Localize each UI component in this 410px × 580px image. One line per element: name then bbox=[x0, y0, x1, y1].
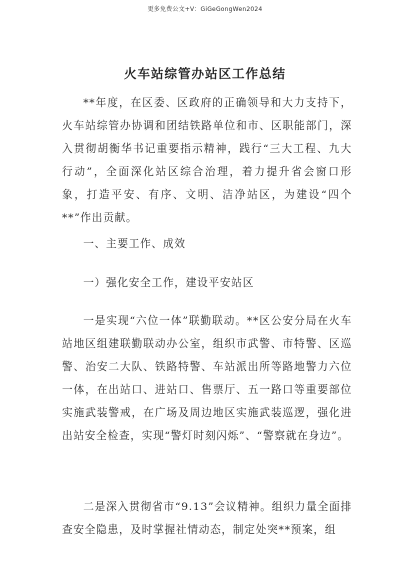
subsection-heading-safety: 一）强化安全工作，建设平安站区 bbox=[83, 277, 255, 289]
paragraph-intro: **年度，在区委、区政府的正确领导和大力支持下，火车站综管办协调和团结铁路单位和市、区职能部门，深入贯彻胡衡华书记重要指示精神，践行“三大工程、九大行动”，全面深化站区综合治理，着力提升省会窗口形象，打造平安、有序、文明、洁净站区，为建设“四个**”作出贡献。 bbox=[62, 97, 352, 224]
section-heading-main-work: 一、主要工作、成效 bbox=[83, 238, 186, 250]
header-note: 更多免费公文+V：GiGeGongWen2024 bbox=[147, 6, 263, 13]
paragraph-joint-patrol: 一是实现“六位一体”联勤联动。**区公安分局在火车站地区组建联勤联动办公室，组织市武警、市特警、区巡警、治安二大队、铁路特警、车站派出所等路地警力六位一体，在出站口、进站口、售票厅、五一路口等重要部位实施武装警戒，在广场及周边地区实施武装巡逻，强化进出站安全检查，实现“警灯时刻闪烁”、“警察就在身边”。 bbox=[62, 315, 352, 442]
document-title: 火车站综管办站区工作总结 bbox=[123, 66, 286, 81]
paragraph-meeting-spirit: 二是深入贯彻省市“9.13”会议精神。组织力量全面排查安全隐患，及时掌握社情动态，制定处突**预案，组 bbox=[62, 501, 352, 536]
